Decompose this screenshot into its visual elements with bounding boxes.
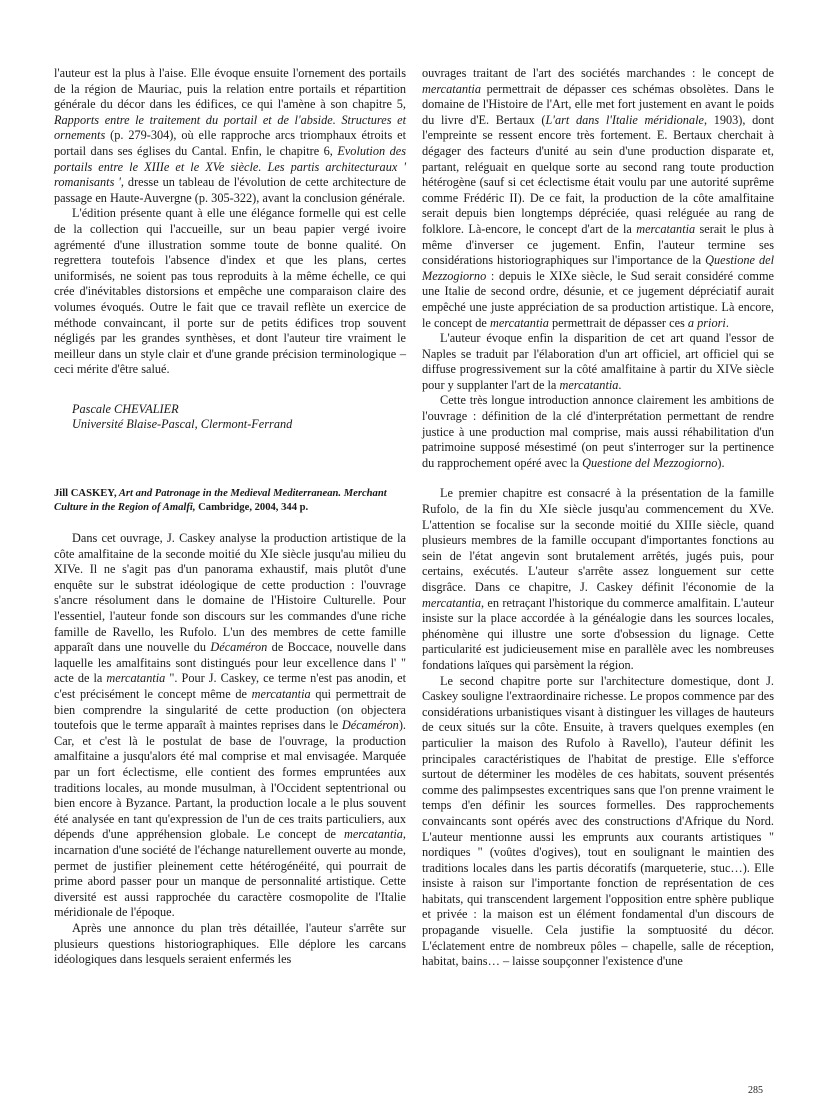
text-run: mercatantia [106,671,166,686]
chapter-title: Rapports entre le traitement du portail et de l'abside. Structures et ornements [54,112,406,143]
review-author: Jill CASKEY, [54,488,117,500]
text-run: Questione del Mezzogiorno [582,455,718,470]
right-paragraph-3 [422,393,774,471]
signature-affiliation: Université Blaise-Pascal, Clermont-Ferrand [72,417,293,432]
review-book-title: Art and Patronage in the Medieval Mediterranean. Merchant Culture in the Region of Amalfi, [54,488,387,514]
text-run: mercatantia [251,687,311,701]
right-paragraph-1 [422,66,774,331]
left-paragraph-1 [54,66,406,206]
text-run: permettrait de dépasser ces [548,315,688,330]
text-run: L'auteur évoque enfin la disparition de cet art quand l'essor de Naples se traduit par l'élaboration d'un art officiel, art officiel qui se diffuse progressivement sur la côté amalfitaine à partir du XIVe siècle pour y supplanter l'art de la [422,331,774,392]
text-run: mercatantia [343,827,403,842]
text-run: , 1903), dont l'empreinte se ressent encore très fortement. E. Bertaux cherchait à dégager des facteurs d'unité au sein d'une production disparate et, partant, reléguait en quelque sorte au second rang toute production hétérogène (sauf si cet éclectisme était voulu par une autorité suprême comme Frédéric II). De ce fait, la production de la côte amalfitaine serait depuis bien longtemps dépréciée, quasi reléguée au rang de folklore. Là-encore, le concept d'art de la [422,112,774,236]
text-run: ). [717,455,725,470]
text-run: mercatantia [559,377,619,392]
right-paragraph-4 [422,486,774,673]
right-paragraph-2 [422,331,774,393]
signature [54,402,406,433]
text-run: mercatantia [422,81,481,96]
page-number: 285 [748,1085,763,1096]
left-paragraph-4: Après une annonce du plan très détaillée, l'auteur s'arrête sur plusieurs questions historiographiques. Elle déplore les carcans idéologiques dans lesquels seraient enfermés les [54,920,406,967]
text-run: . [618,377,622,392]
right-paragraph-5: Le second chapitre porte sur l'architecture domestique, dont J. Caskey souligne l'extraordinaire richesse. Le propos commence par des considérations urbanistiques visant à distinguer les villages de hauteurs de ceux situés sur la côte. Ensuite, à travers quelques exemples (en particulier la maison des Rufolo à Ravello), l'auteur définit les principales caractéristiques de l'habitat de prestige. Elle s'efforce surtout de déterminer les modèles de ces habitats, souvent présentés comme des palimpsestes excentriques sans que l'on prenne vraiment le temps d'en définir les sources formelles. Des rapprochements convaincants sont opérés avec des constructions d'Afrique du Nord. L'auteur mentionne aussi les emprunts aux courants artistiques " nordiques " (voûtes d'ogives), tout en soulignant le maintien des traditions locales dans les partis décoratifs (marqueterie, stuc…). Elle insiste à raison sur l'importante fonction de représentation de ces habitats, qui transcendent largement l'opposition entre sphère publique et privée : la maison est un élément fondamental d'un discours de propagande visuelle. Cela justifie la somptuosité du décor. L'éclatement entre de nombreux pôles – chapelle, salle de réception, habitat, bains… – laisse soupçonner l'existence d'une [422,673,774,969]
text-run: qui permettrait de bien comprendre la singularité de cette production (on objectera toutefois que le terme apparaît à maintes reprises dans le [54,687,406,733]
chapter-title: Evolution des portails entre le XIIIe et le XVe siècle. Les partis architecturaux ' romanisants ', [54,143,406,190]
text-run: L'art dans l'Italie méridionale [545,112,704,127]
text-run: Cette très longue introduction annonce clairement les ambitions de l'ouvrage : définition de la clé d'interprétation permettant de rendre justice à une production mal comprise, mais aussi réhabilitation d'un patrimoine supposé mésestimé (on peut s'interroger sur la pertinence du rapprochement opéré avec la [422,393,774,470]
review-heading [54,487,406,515]
section-gap [54,433,406,487]
text-run: Dans cet ouvrage, J. Caskey analyse la production artistique de la côte amalfitaine de la seconde moitié du XIe siècle jusqu'au milieu du XIVe. Il ne s'agit pas d'un panorama exhaustif, mais plutôt d'une enquête sur le substrat idéologique de cette production : l'ouvrage s'ancre résolument dans le domaine de l'Histoire Culturelle. Pour l'essentiel, l'auteur fonde son discours sur les commandes d'une riche famille de Ravello, les Rufolo. L'un des membres de cette famille apparaît dans une nouvelle du [54,531,406,655]
text-run: ouvrages traitant de l'art des sociétés marchandes : le concept de [422,66,774,80]
text-run: l'auteur est la plus à l'aise. Elle évoque ensuite l'ornement des portails de la région de Mauriac, puis la relation entre portails et répartition générale du décor dans les édifices, ce qui l'amène à son chapitre 5, [54,66,406,112]
right-column [422,66,774,970]
text-run: Le premier chapitre est consacré à la présentation de la famille Rufolo, de la fin du XIe siècle jusqu'au commencement du XVe. L'attention se focalise sur la seconde moitié du XIIIe siècle, quand plusieurs membres de la famille occupant d'importantes fonctions au sein de l'état angevin sont brutalement arrêtés, jugés puis, pour certains, exécutés. L'auteur s'arrête assez longuement sur cette disgrâce. Dans ce chapitre, J. Caskey définit l'économie de la [422,486,774,594]
text-run: serait le plus à même d'inverser ce jugement. Enfin, l'auteur termine ses considérations historiographiques sur l'importance de la [422,221,774,268]
text-run: a priori [687,315,726,330]
text-run: Décaméron [341,718,399,733]
section-gap [422,471,774,486]
text-run: , incarnation d'une société de l'échange naturellement ouverte au monde, permet de justifier pleinement cette hétérogénéité, qui pourrait de prime abord passer pour un manque de personnalité artistique. Cette diversité est aussi rapprochée du caractère cosmopolite de l'Italie méridionale de l'époque. [54,827,406,920]
left-column [54,66,406,968]
text-run: : depuis le XIXe siècle, le Sud serait considéré comme une Italie de second ordre, désunie, et ce jugement dépréciatif aurait empêché une juste appréciation de sa production artistique. Là encore, le concept de [422,268,774,330]
text-run: Questione del Mezzogiorno [422,253,774,283]
text-run: permettrait de dépasser ces schémas obsolètes. Dans le domaine de l'Histoire de l'Art, elle met fort justement en avant le poids du livre d'E. Bertaux ( [422,81,774,127]
text-run: mercatantia [489,315,549,330]
text-run: (p. 279-304), où elle rapproche arcs triomphaux étroits et portail dans ses églises du Cantal. Enfin, le chapitre 6, [54,128,406,158]
left-paragraph-3 [54,531,406,921]
text-run: mercatantia [422,595,481,610]
text-run: ". Pour J. Caskey, ce terme n'est pas anodin, et c'est précisément le concept même de [54,671,406,701]
text-run: Décaméron [210,640,268,655]
text-run: ). Car, et c'est là le postulat de base de l'ouvrage, la production amalfitaine a jusqu'alors été mal comprise et mal envisagée. Marquée par un fort éclectisme, elle contient des formes empruntées aux traditions locales, au monde musulman, à l'Occident septentrional ou bien encore à Byzance. Partant, la production locale a le plus souvent été analysée en tant qu'expression de l'un de ces traits particuliers, aux dépends d'une appréhension globale. Le concept de [54,718,406,842]
text-run: , en retraçant l'historique du commerce amalfitain. L'auteur insiste sur la place accordée à la généalogie dans les sources locales, phénomène qui illustre une sorte d'obsession du lignage. Cette particularité est judicieusement mise en parallèle avec les nombreuses fondations laïques qui parsèment la région. [422,595,774,672]
signature-name: Pascale CHEVALIER [72,401,179,416]
text-run: dresse un tableau de l'évolution de cette architecture de passage en Haute-Auvergne (p. 305-322), avant la conclusion générale. [54,175,406,205]
review-publication: Cambridge, 2004, 344 p. [195,502,309,514]
text-run: . [725,315,729,330]
left-paragraph-2: L'édition présente quant à elle une élégance formelle qui est celle de la collection qui l'accueille, sur un beau papier vergé ivoire agrémenté d'une illustration somme toute de bonne qualité. On regrettera toutefois l'absence d'index et que les plans, certes uniformisés, ne soient pas tous reproduits à la même échelle, ce qui crée d'inévitables distorsions et empêche une comparaison claire des volumes évoqués. Outre le fait que ce travail reflète un exercice de méthode convaincant, il porte sur de petits édifices trop souvent négligés par les grandes synthèses, et dont l'auteur tire vraiment le meilleur dans un style clair et d'une grande précision terminologique – ceci mérite d'être salué. [54,206,406,377]
text-run: de Boccace, nouvelle dans laquelle les amalfitains sont distingués pour leur excellence dans l' " acte de la [54,640,406,686]
text-run: mercatantia [636,221,696,236]
